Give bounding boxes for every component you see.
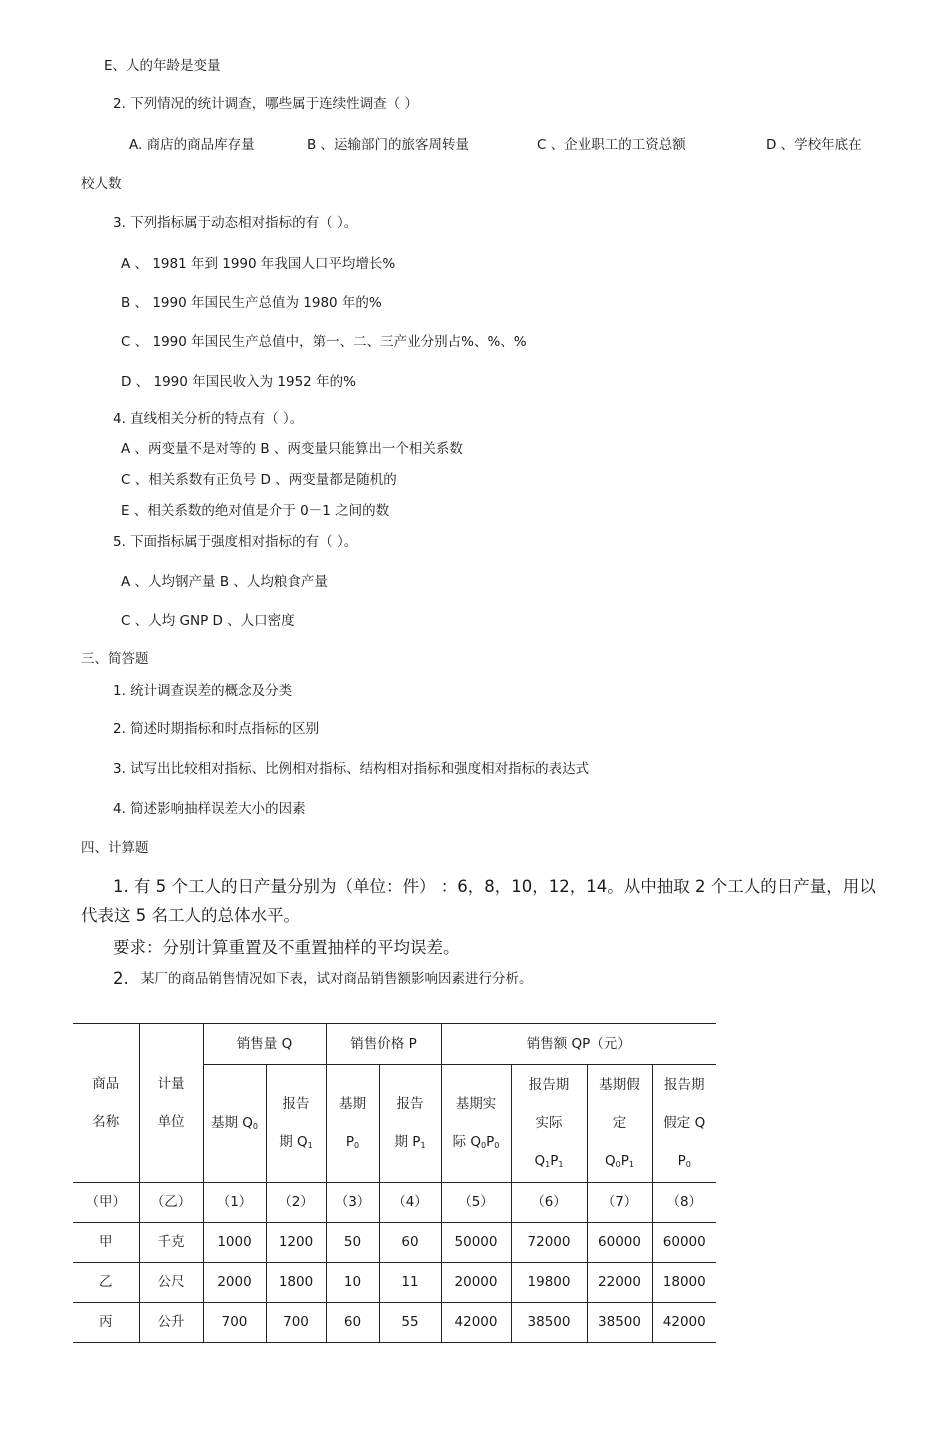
q2-option-d-continued: 校人数 <box>81 176 122 192</box>
table-cell: 1000 <box>203 1223 266 1263</box>
index-cell: （8） <box>652 1183 716 1223</box>
table-cell: 50000 <box>441 1223 511 1263</box>
table-cell: 千克 <box>139 1223 203 1263</box>
q2-option-b: B 、运输部门的旅客周转量 <box>307 137 470 153</box>
column-index-row <box>73 1183 716 1223</box>
index-cell: （甲） <box>73 1183 139 1223</box>
short-answer-4: 4. 简述影响抽样误差大小的因素 <box>113 801 306 817</box>
table-cell: 700 <box>203 1303 266 1343</box>
header-report-hypothetical-qp: 报告期 假定 Q $P_0$ <box>652 1065 716 1183</box>
index-cell: （4） <box>379 1183 441 1223</box>
table-cell: 乙 <box>73 1263 139 1303</box>
table-cell: 20000 <box>441 1263 511 1303</box>
header-base-q: 基期 $Q_0$ <box>203 1065 266 1183</box>
header-price: 销售价格 P <box>326 1024 441 1065</box>
index-cell: （6） <box>511 1183 587 1223</box>
index-cell: （7） <box>587 1183 652 1223</box>
header-base-actual-qp: 基期实 际 $Q_0P_0$ <box>441 1065 511 1183</box>
sales-table <box>73 1023 716 1343</box>
option-e: E、人的年龄是变量 <box>104 58 221 74</box>
table-cell: 55 <box>379 1303 441 1343</box>
question-5-stem: 5. 下面指标属于强度相对指标的有（ ）。 <box>113 534 358 550</box>
table-cell: 公尺 <box>139 1263 203 1303</box>
table-cell: 38500 <box>511 1303 587 1343</box>
section-3-heading: 三、简答题 <box>81 651 149 667</box>
index-cell: （1） <box>203 1183 266 1223</box>
table-cell: 72000 <box>511 1223 587 1263</box>
short-answer-3: 3. 试写出比较相对指标、比例相对指标、结构相对指标和强度相对指标的表达式 <box>113 761 590 777</box>
table-cell: 19800 <box>511 1263 587 1303</box>
header-report-actual-qp: 报告期 实际 $Q_1P_1$ <box>511 1065 587 1183</box>
table-cell: 22000 <box>587 1263 652 1303</box>
header-sales-amount: 销售额 QP（元） <box>441 1024 716 1065</box>
q4-options-ab: A 、两变量不是对等的 B 、两变量只能算出一个相关系数 <box>121 441 463 457</box>
short-answer-1: 1. 统计调查误差的概念及分类 <box>113 683 293 699</box>
table-cell: 42000 <box>652 1303 716 1343</box>
q3-option-d: D 、 1990 年国民收入为 1952 年的% <box>121 374 356 390</box>
table-cell: 18000 <box>652 1263 716 1303</box>
header-base-p: 基期 $P_0$ <box>326 1065 379 1183</box>
table-row <box>73 1223 716 1263</box>
table-cell: 60000 <box>587 1223 652 1263</box>
calc-2-text: 某厂的商品销售情况如下表，试对商品销售额影响因素进行分析。 <box>141 971 533 987</box>
table-cell: 60 <box>326 1303 379 1343</box>
table-cell: 38500 <box>587 1303 652 1343</box>
header-unit: 计量 单位 <box>139 1024 203 1183</box>
q3-option-c: C 、 1990 年国民生产总值中，第一、二、三产业分别占%、%、% <box>121 334 527 350</box>
q4-option-e: E 、相关系数的绝对值是介于 0－1 之间的数 <box>121 503 390 519</box>
table-cell: 11 <box>379 1263 441 1303</box>
header-base-hypothetical-qp: 基期假 定 $Q_0P_1$ <box>587 1065 652 1183</box>
table-cell: 甲 <box>73 1223 139 1263</box>
header-report-q: 报告 期 $Q_1$ <box>266 1065 326 1183</box>
q2-option-c: C 、企业职工的工资总额 <box>537 137 686 153</box>
table-row <box>73 1303 716 1343</box>
table-cell: 1800 <box>266 1263 326 1303</box>
table-cell: 丙 <box>73 1303 139 1343</box>
table-row <box>73 1263 716 1303</box>
table-cell: 公升 <box>139 1303 203 1343</box>
question-2-stem: 2. 下列情况的统计调查，哪些属于连续性调查（ ） <box>113 96 418 112</box>
calc-2-number: 2. <box>113 969 129 988</box>
calc-1-line-1: 1. 有 5 个工人的日产量分别为（单位：件） ：6，8，10，12，14。从中抽取 2 个工人的日产量，用以 <box>113 877 876 896</box>
table-cell: 42000 <box>441 1303 511 1343</box>
header-product-name: 商品 名称 <box>73 1024 139 1183</box>
q2-option-d: D 、学校年底在 <box>766 137 862 153</box>
table-cell: 60 <box>379 1223 441 1263</box>
short-answer-2: 2. 简述时期指标和时点指标的区别 <box>113 721 320 737</box>
question-3-stem: 3. 下列指标属于动态相对指标的有（ ）。 <box>113 215 358 231</box>
q4-options-cd: C 、相关系数有正负号 D 、两变量都是随机的 <box>121 472 397 488</box>
header-report-p: 报告 期 $P_1$ <box>379 1065 441 1183</box>
table-cell: 700 <box>266 1303 326 1343</box>
q2-option-a: A. 商店的商品库存量 <box>129 137 255 153</box>
index-cell: （3） <box>326 1183 379 1223</box>
q3-option-a: A 、 1981 年到 1990 年我国人口平均增长% <box>121 256 396 272</box>
index-cell: （2） <box>266 1183 326 1223</box>
table-cell: 50 <box>326 1223 379 1263</box>
table-cell: 2000 <box>203 1263 266 1303</box>
table-cell: 1200 <box>266 1223 326 1263</box>
q5-options-cd: C 、人均 GNP D 、人口密度 <box>121 613 295 629</box>
q5-options-ab: A 、人均钢产量 B 、人均粮食产量 <box>121 574 328 590</box>
index-cell: （乙） <box>139 1183 203 1223</box>
index-cell: （5） <box>441 1183 511 1223</box>
table-cell: 10 <box>326 1263 379 1303</box>
calc-1-line-2: 代表这 5 名工人的总体水平。 <box>81 906 300 925</box>
header-quantity: 销售量 Q <box>203 1024 326 1065</box>
q3-option-b: B 、 1990 年国民生产总值为 1980 年的% <box>121 295 382 311</box>
section-4-heading: 四、计算题 <box>81 840 149 856</box>
table-cell: 60000 <box>652 1223 716 1263</box>
calc-1-requirement: 要求：分别计算重置及不重置抽样的平均误差。 <box>113 938 460 957</box>
question-4-stem: 4. 直线相关分析的特点有（ ）。 <box>113 411 304 427</box>
